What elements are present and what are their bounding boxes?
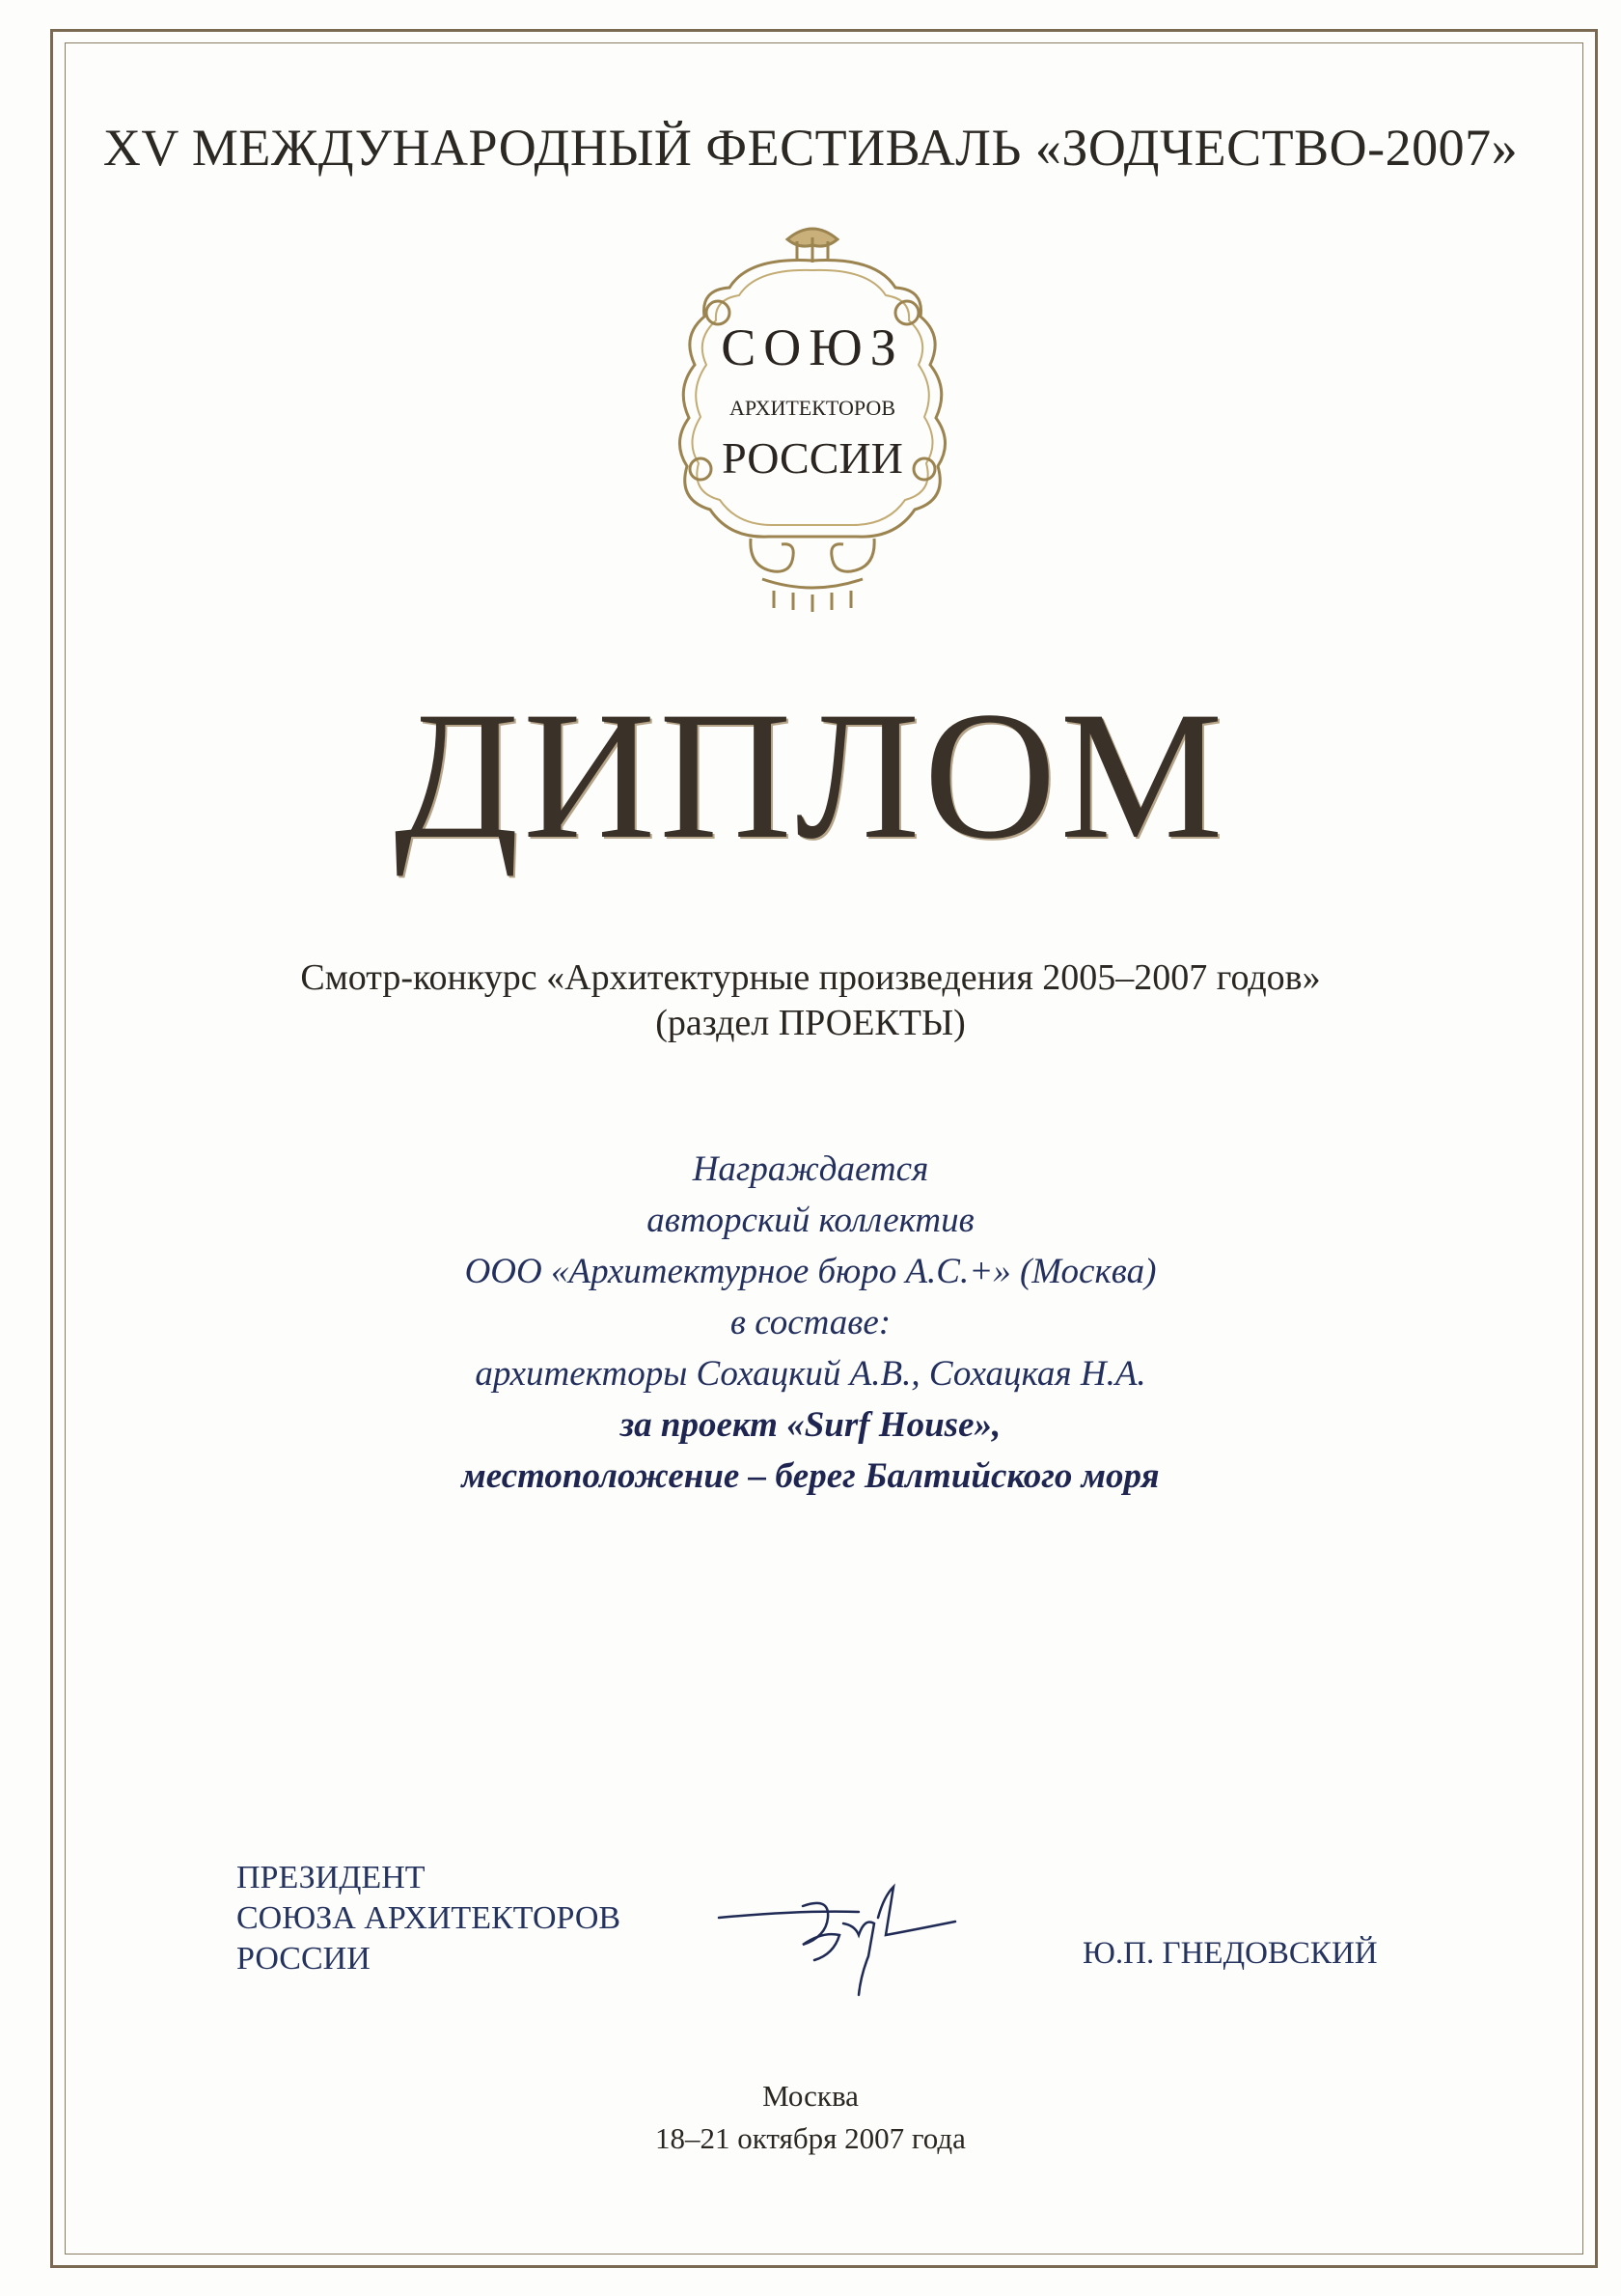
diploma-title: ДИПЛОМ [394, 675, 1227, 877]
position-line2: СОЮЗА АРХИТЕКТОРОВ [236, 1900, 621, 1936]
award-line2: авторский коллектив [646, 1201, 975, 1240]
footer-date: 18–21 октября 2007 года [655, 2121, 966, 2155]
emblem-line2: АРХИТЕКТОРОВ [729, 396, 895, 420]
award-line6: за проект «Surf House», [619, 1405, 1002, 1445]
signatory-name: Ю.П. ГНЕДОВСКИЙ [1083, 1936, 1378, 1971]
handwritten-signature [714, 1867, 994, 2003]
footer-city: Москва [762, 2079, 859, 2113]
emblem-line1: СОЮЗ [721, 318, 904, 376]
position-line3: РОССИИ [236, 1941, 371, 1977]
award-section [0, 1144, 1621, 1502]
award-line4: в составе: [729, 1303, 892, 1342]
footer [0, 2075, 1621, 2160]
award-line1: Награждается [692, 1149, 929, 1189]
contest-line2: (раздел ПРОЕКТЫ) [655, 1003, 966, 1043]
contest-section [0, 955, 1621, 1046]
award-line5: архитекторы Сохацкий А.В., Сохацкая Н.А. [475, 1354, 1146, 1394]
union-of-architects-emblem [662, 220, 963, 616]
president-title [236, 1858, 620, 1979]
festival-title: XV МЕЖДУНАРОДНЫЙ ФЕСТИВАЛЬ «ЗОДЧЕСТВО-2007» [102, 119, 1519, 177]
position-line1: ПРЕЗИДЕНТ [236, 1860, 426, 1895]
award-line7: местоположение – берег Балтийского моря [461, 1456, 1160, 1496]
emblem-line3: РОССИИ [722, 433, 903, 483]
contest-line1: Смотр-конкурс «Архитектурные произведения 2005–2007 годов» [300, 957, 1321, 998]
award-line3: ООО «Архитектурное бюро А.С.+» (Москва) [464, 1252, 1157, 1291]
